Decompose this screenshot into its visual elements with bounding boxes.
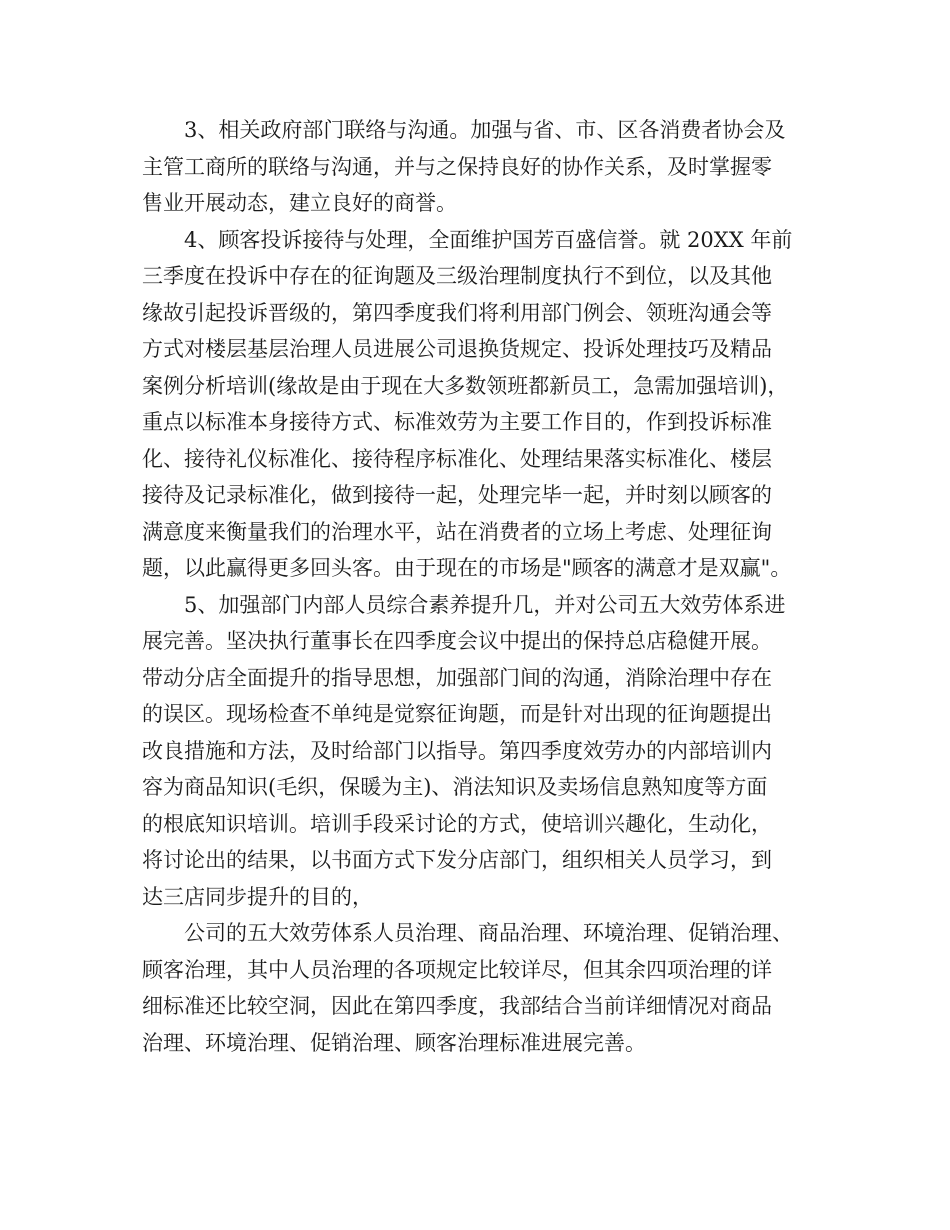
document-body bbox=[142, 112, 842, 1061]
paragraph-first-line: 公司的五大效劳体系人员治理、商品治理、环境治理、促销治理、 bbox=[184, 921, 793, 945]
text-line: 缘故引起投诉晋级的，第四季度我们将利用部门例会、领班沟通会等 bbox=[142, 300, 772, 325]
text-line: 接待及记录标准化，做到接待一起，处理完毕一起，并时刻以顾客的 bbox=[142, 483, 772, 507]
text-line: 容为商品知识(毛织，保暖为主)、消法知识及卖场信息熟知度等方面 bbox=[142, 775, 768, 799]
text-line: 的误区。现场检查不单纯是觉察征询题，而是针对出现的征询题提出 bbox=[142, 702, 772, 726]
text-line: 展完善。坚决执行董事长在四季度会议中提出的保持总店稳健开展。 bbox=[142, 629, 772, 653]
paragraph-first-line: 3、相关政府部门联络与沟通。加强与省、市、区各消费者协会及 bbox=[184, 118, 786, 142]
text-line: 达三店同步提升的目的， bbox=[142, 884, 373, 909]
text-line: 顾客治理，其中人员治理的各项规定比较详尽，但其余四项治理的详 bbox=[142, 957, 772, 982]
paragraph-first-line: 5、加强部门内部人员综合素养提升几，并对公司五大效劳体系进 bbox=[184, 592, 786, 617]
text-line: 方式对楼层基层治理人员进展公司退换货规定、投诉处理技巧及精品 bbox=[142, 337, 772, 361]
paragraph-first-line: 4、顾客投诉接待与处理，全面维护国芳百盛信誉。就 20XX 年前 bbox=[184, 227, 793, 252]
text-line: 改良措施和方法，及时给部门以指导。第四季度效劳办的内部培训内 bbox=[142, 738, 772, 763]
text-line: 的根底知识培训。培训手段采讨论的方式，使培训兴趣化，生动化， bbox=[142, 811, 772, 836]
text-line: 细标准还比较空洞，因此在第四季度，我部结合当前详细情况对商品 bbox=[142, 994, 772, 1018]
text-line: 将讨论出的结果，以书面方式下发分店部门，组织相关人员学习，到 bbox=[142, 848, 772, 872]
text-line: 售业开展动态，建立良好的商誉。 bbox=[142, 191, 457, 215]
text-line: 三季度在投诉中存在的征询题及三级治理制度执行不到位，以及其他 bbox=[142, 264, 772, 288]
text-line: 满意度来衡量我们的治理水平，站在消费者的立场上考虑、处理征询 bbox=[142, 519, 772, 544]
text-line: 带动分店全面提升的指导思想，加强部门间的沟通，消除治理中存在 bbox=[142, 665, 772, 690]
text-line: 案例分析培训(缘故是由于现在大多数领班都新员工，急需加强培训)， bbox=[142, 373, 789, 398]
text-line: 重点以标准本身接待方式、标准效劳为主要工作目的，作到投诉标准 bbox=[142, 410, 772, 434]
text-line: 主管工商所的联络与沟通，并与之保持良好的协作关系，及时掌握零 bbox=[142, 154, 772, 179]
text-line: 治理、环境治理、促销治理、顾客治理标准进展完善。 bbox=[142, 1030, 646, 1055]
text-line: 题，以此赢得更多回头客。由于现在的市场是"顾客的满意才是双赢"。 bbox=[142, 556, 792, 580]
text-line: 化、接待礼仪标准化、接待程序标准化、处理结果落实标准化、楼层 bbox=[142, 446, 772, 471]
